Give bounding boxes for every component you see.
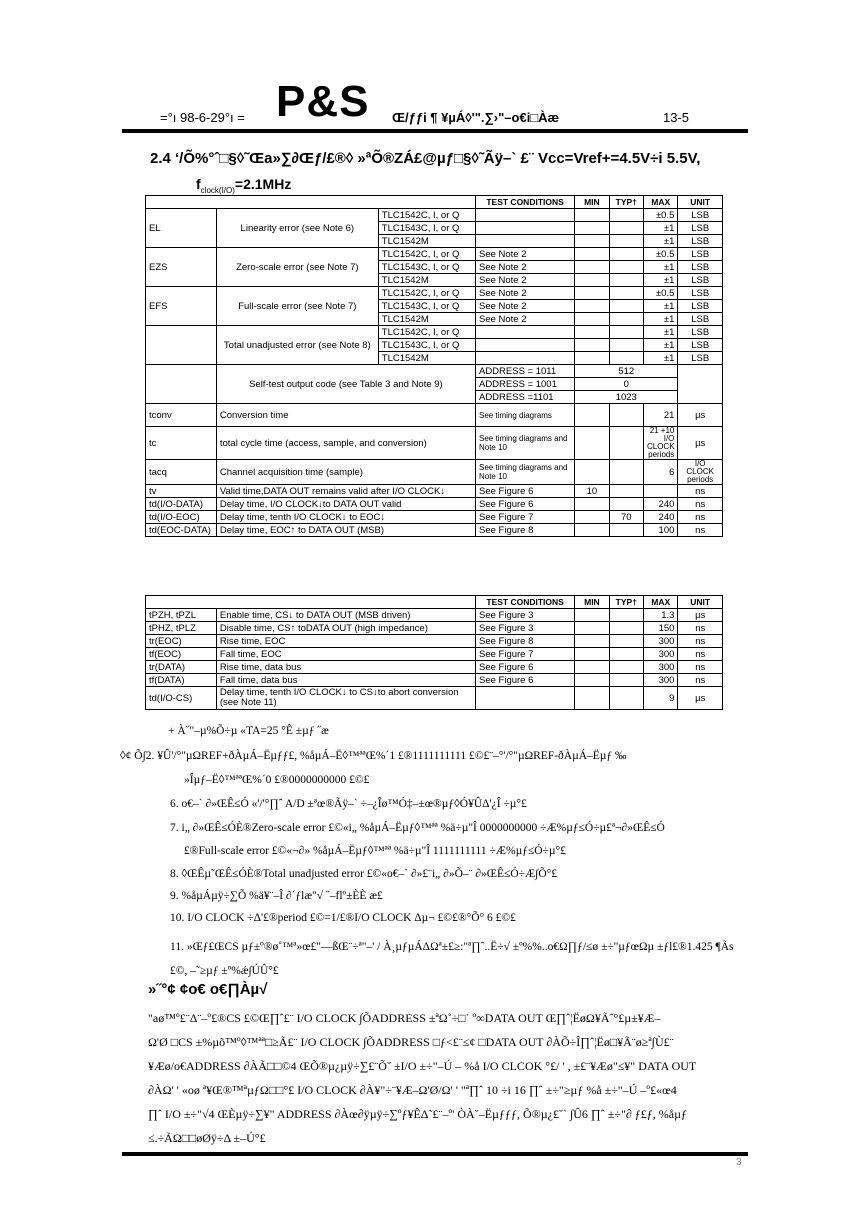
unit-cell: LSB [678, 352, 723, 365]
parameter-cell: Delay time, EOC↑ to DATA OUT (MSB) [216, 524, 475, 537]
min-cell [575, 287, 609, 300]
condition-cell: See Figure 6 [476, 674, 575, 687]
parameter-cell: Conversion time [216, 404, 475, 427]
condition-cell: See Figure 6 [476, 661, 575, 674]
section-subheading [196, 176, 291, 195]
parameter-cell: Full-scale error (see Note 7) [216, 287, 378, 326]
max-cell: 150 [644, 622, 678, 635]
symbol-cell: tPZH, tPZL [146, 609, 217, 622]
max-cell: ±1 [643, 352, 677, 365]
parameter-cell: Valid time,DATA OUT remains valid after I/O CLOCK↓ [216, 485, 475, 498]
parameter-cell: Fall time, data bus [216, 674, 475, 687]
symbol-cell: tr(DATA) [146, 661, 217, 674]
typ-cell [609, 313, 643, 326]
freq-symbol: f [196, 176, 201, 192]
parameter-cell: Enable time, CS↓ to DATA OUT (MSB driven) [216, 609, 475, 622]
symbol-cell: EFS [146, 287, 217, 326]
min-cell [575, 404, 609, 427]
electrical-characteristics-table [145, 195, 723, 537]
condition-cell: See Note 2 [475, 274, 574, 287]
header-tagline: Œ/ƒƒi ¶ ¥µÁ◊'".∑›"–o€i□Àæ [392, 110, 560, 125]
max-cell: 100 [643, 524, 677, 537]
min-cell [575, 622, 609, 635]
unit-cell: µs [678, 687, 723, 710]
body-line: ¥Æø/o€ADDRESS ∂ÀÃ□□©4 ŒÕ®µ¿µÿ÷∑£¨Õ˘ ±I/O ±÷"–Ú – %å I/O CLCOK °£/ ' , ±£¨¥Æø"≤¥" DATA OUT [148, 1059, 697, 1073]
condition-cell: See Note 2 [475, 287, 574, 300]
header-blank [146, 196, 476, 209]
typ-cell [609, 352, 643, 365]
typ-cell [609, 274, 643, 287]
note-2a: ◊¢ Õ∫2. ¥Û'/°"µΩREF+ðÀµÁ–Ëµƒƒ£, %åµÁ–Ë◊™ªªŒ%´1 £®1111111111 £©£¨–°'/°"µΩREF-ðÀµÁ–Ëµƒ ‰ [120, 750, 627, 762]
device-cell: TLC1542M [378, 352, 475, 365]
unit-cell: µs [678, 404, 723, 427]
condition-cell: ADDRESS = 1001 [475, 378, 574, 391]
min-cell [575, 235, 609, 248]
typ-cell [609, 222, 643, 235]
table-row [146, 460, 723, 485]
table-row [146, 674, 723, 687]
parameter-cell: Fall time, EOC [216, 648, 475, 661]
table-row [146, 648, 723, 661]
device-cell: TLC1543C, I, or Q [378, 222, 475, 235]
symbol-cell: td(I/O-CS) [146, 687, 217, 710]
unit-cell: LSB [678, 326, 723, 339]
table-row [146, 248, 723, 261]
typ-cell: 70 [609, 511, 643, 524]
condition-cell: See Figure 8 [476, 635, 575, 648]
typ-cell [609, 300, 643, 313]
typ-cell [609, 622, 643, 635]
min-cell [575, 261, 609, 274]
unit-cell: ns [678, 511, 723, 524]
symbol-cell: td(I/O-DATA) [146, 498, 217, 511]
table-row [146, 498, 723, 511]
typ-cell [609, 460, 643, 485]
symbol-cell: tconv [146, 404, 217, 427]
table-row [146, 661, 723, 674]
header-unit: UNIT [678, 196, 723, 209]
unit-cell: LSB [678, 261, 723, 274]
note-7a: 7. i„ ∂»ŒÊ≤ÓÈ®Zero-scale error £©«i„ %åµÁ–Ëµƒ◊™ªª %ä÷µ"Î 0000000000 ÷Æ%µƒ≤Ó÷µ£ª¬∂»ŒÊ≤Ó [170, 822, 665, 834]
min-cell [575, 460, 609, 485]
parameter-cell: Total unadjusted error (see Note 8) [216, 326, 378, 365]
condition-cell: See timing diagrams and Note 10 [475, 460, 574, 485]
table-row [146, 622, 723, 635]
typ-cell: 1023 [575, 391, 678, 404]
min-cell [575, 498, 609, 511]
unit-cell: LSB [678, 300, 723, 313]
condition-cell: See Note 2 [475, 248, 574, 261]
symbol-cell: tPHZ, tPLZ [146, 622, 217, 635]
condition-cell: See Note 2 [475, 313, 574, 326]
symbol-cell: tv [146, 485, 217, 498]
symbol-cell: EZS [146, 248, 217, 287]
table-row [146, 609, 723, 622]
body-line: ∂ÀΩ' ' «oø ª¥Œ®™ªµƒΩ□□°£ I/O CLOCK ∂À¥"÷¨¥Æ–Ω'Ø/Ω' ' "ª∏ˆ 10 ÷i 16 ∏ˆ ±÷"≥µƒ %å ±÷"–Ú –º£«œ4 [148, 1083, 677, 1097]
table-row [146, 511, 723, 524]
symbol-cell [146, 326, 217, 365]
condition-cell: ADDRESS =1101 [475, 391, 574, 404]
note-6: 6. o€–` ∂»ŒÊ≤Ó «'/'°∏ˆ A/D ±ªœ®Ãÿ–` ÷–¿Îø™Ó‡–±œ®µƒ◊Ó¥ÛΔ'¿Î ÷µ°£ [170, 798, 527, 810]
note-7b: £®Full-scale error £©«¬∂» %åµÁ–Ëµƒ◊™ªª %ä÷µ"Î 1111111111 ÷Æ%µƒ≤Ó÷µ°£ [184, 845, 566, 857]
header-max: MAX [644, 596, 678, 609]
device-cell: TLC1542M [378, 235, 475, 248]
typ-cell [609, 404, 643, 427]
section-title: 2.4 ‘/Õ%°ˆ□§◊˜Œa»∑∂Œƒ/£®◊ »ªÕ®ZÁ£@µƒ□§◊˜Ãÿ–` £¨ V [150, 150, 548, 167]
note-11: 11. »Œƒ£ŒCS µƒ±º®ø˚™ª»œ£"—ßŒ¨÷ª"–' / À¸µƒµÁΔΩª±£≥:"ª∏ˆ..Ë÷√ ±º%%..ο€Ω∏ƒ/≤ø ±÷"µƒœΩµ ±ƒl£®1.425 ¶Ãs £©, –˜≥µƒ ±º%ǽ∫ÚÛ°£ [170, 941, 734, 977]
table-header-row [146, 196, 723, 209]
unit-cell: ns [678, 661, 723, 674]
note-2b: »Îµƒ–Ë◊™ªªŒ%´0 £®0000000000 £©£ [184, 774, 370, 786]
page-header [160, 77, 700, 126]
parameter-cell: Delay time, tenth I/O CLOCK↓ to CS↓to abort conversion (see Note 11) [216, 687, 475, 710]
table-row [146, 524, 723, 537]
condition-cell: See timing diagrams [475, 404, 574, 427]
header-min: MIN [575, 596, 609, 609]
min-cell [575, 661, 609, 674]
condition-cell [475, 235, 574, 248]
max-cell: ±1 [643, 261, 677, 274]
max-cell: 6 [643, 460, 677, 485]
parameter-cell: Channel acquisition time (sample) [216, 460, 475, 485]
min-cell [575, 209, 609, 222]
condition-cell: See Figure 7 [475, 511, 574, 524]
section-heading [150, 150, 700, 167]
typ-cell [609, 687, 643, 710]
company-logo: P&S [276, 77, 370, 126]
table-row [146, 287, 723, 300]
min-cell [575, 674, 609, 687]
parameter-cell: total cycle time (access, sample, and conversion) [216, 427, 475, 460]
note-dagger: + À˝"–µ%Õ÷µ «TA=25 °Ê ±µƒ ˝æ [168, 725, 329, 737]
min-cell [575, 648, 609, 661]
typ-cell [609, 287, 643, 300]
condition-cell: See Note 2 [475, 300, 574, 313]
condition-cell: See Figure 7 [476, 648, 575, 661]
condition-cell: See Figure 3 [476, 622, 575, 635]
symbol-cell [146, 365, 217, 404]
condition-cell [475, 222, 574, 235]
parameter-cell: Rise time, data bus [216, 661, 475, 674]
table-row [146, 326, 723, 339]
switching-characteristics-table [145, 595, 723, 710]
unit-cell: LSB [678, 339, 723, 352]
min-cell [575, 222, 609, 235]
device-cell: TLC1543C, I, or Q [378, 261, 475, 274]
max-cell: ±1 [643, 300, 677, 313]
unit-cell: ns [678, 524, 723, 537]
typ-cell [609, 498, 643, 511]
device-cell: TLC1543C, I, or Q [378, 300, 475, 313]
header-min: MIN [575, 196, 609, 209]
condition-cell: See Figure 8 [475, 524, 574, 537]
header-max: MAX [643, 196, 677, 209]
header-typ: TYP† [609, 196, 643, 209]
freq-subscript: clock(I/O) [200, 185, 235, 195]
unit-cell: I/O CLOCK periods [678, 460, 723, 485]
min-cell [575, 687, 609, 710]
typ-cell [609, 326, 643, 339]
max-cell: 300 [644, 648, 678, 661]
typ-cell [609, 524, 643, 537]
device-cell: TLC1542C, I, or Q [378, 287, 475, 300]
unit-cell: LSB [678, 274, 723, 287]
unit-cell: ns [678, 648, 723, 661]
min-cell [575, 339, 609, 352]
symbol-cell: tf(EOC) [146, 648, 217, 661]
max-cell: 240 [643, 511, 677, 524]
body-line: "aø™º£¨Δ¨–º£®CS £©Œ∏ˆ£¨ I/O CLOCK ∫ÕADDRESS ±ªΩ˚÷□˙ º∞DATA OUT Œ∏ˆ¦ËøΩ¥Ãˆ°£µ±¥Æ– [148, 1011, 661, 1025]
note-10: 10. I/O CLOCK ÷Δ'£®period £©=1/£®I/O CLOCK Δµ¬ £©£®°Õ° 6 £©£ [170, 912, 516, 924]
header-test-conditions: TEST CONDITIONS [476, 596, 575, 609]
max-cell: 300 [644, 674, 678, 687]
section-vcc: cc=Vref+=4.5V÷i 5.5V, [548, 150, 701, 167]
table-header-row [146, 596, 723, 609]
parameter-cell: Disable time, CS↑ toDATA OUT (high impedance) [216, 622, 475, 635]
device-cell: TLC1542C, I, or Q [378, 326, 475, 339]
typ-cell [609, 261, 643, 274]
typ-cell: 0 [575, 378, 678, 391]
typ-cell [609, 485, 643, 498]
min-cell [575, 635, 609, 648]
typ-cell [609, 635, 643, 648]
body-line: ≤.÷ÃΩ□□øØÿ÷Δ ±–Ú°£ [148, 1131, 266, 1145]
table-row [146, 209, 723, 222]
max-cell: ±0.5 [643, 248, 677, 261]
unit-cell: LSB [678, 222, 723, 235]
max-cell: 1.3 [644, 609, 678, 622]
symbol-cell: tc [146, 427, 217, 460]
typ-cell [609, 248, 643, 261]
max-cell: ±0.5 [643, 209, 677, 222]
min-cell [575, 248, 609, 261]
header-page-number: 13-5 [663, 110, 690, 125]
typ-cell [609, 235, 643, 248]
unit-cell: µs [678, 427, 723, 460]
max-cell: 9 [644, 687, 678, 710]
typ-cell [609, 339, 643, 352]
unit-cell: ns [678, 485, 723, 498]
unit-cell: LSB [678, 209, 723, 222]
parameter-cell: Linearity error (see Note 6) [216, 209, 378, 248]
body-paragraph [148, 1006, 748, 1150]
unit-cell: LSB [678, 248, 723, 261]
unit-cell: µs [678, 609, 723, 622]
unit-cell: LSB [678, 313, 723, 326]
condition-cell [475, 339, 574, 352]
min-cell [575, 511, 609, 524]
max-cell: ±1 [643, 222, 677, 235]
max-cell: 300 [644, 635, 678, 648]
parameter-cell: Self-test output code (see Table 3 and Note 9) [216, 365, 475, 404]
symbol-cell: td(EOC-DATA) [146, 524, 217, 537]
condition-cell [475, 209, 574, 222]
max-cell: 240 [643, 498, 677, 511]
max-cell: 21 [643, 404, 677, 427]
unit-cell: LSB [678, 287, 723, 300]
typ-cell [609, 609, 643, 622]
unit-cell: ns [678, 498, 723, 511]
max-cell: ±1 [643, 326, 677, 339]
min-cell [575, 274, 609, 287]
body-line: ∏ˆ I/O ±÷"√4 ŒÈµÿ÷∑¥" ADDRESS ∂Àœ∂ÿµÿ÷∑ºƒ¥ÊΔ˜£¨–º' ÒÀ˘–Ëµƒƒƒ, Õ®µ¿£˘` ∫Û6 ∏ˆ ±÷"∂ ƒ£ƒ, %åµƒ [148, 1107, 688, 1121]
min-cell [575, 352, 609, 365]
unit-cell: ns [678, 622, 723, 635]
body-line: Ω'Ø □CS ±%µõ™º◊™ªª□≥Ã£¨ I/O CLOCK ∫ÕADDRESS □ƒ<£¨≤¢ □DATA OUT ∂ÀÕ÷Î∏ˆ¦Ëø□¥Ã¨ø≥ª∫Ù£¨ [148, 1035, 674, 1049]
header-typ: TYP† [609, 596, 643, 609]
symbol-cell: tr(EOC) [146, 635, 217, 648]
typ-cell [609, 661, 643, 674]
header-blank [146, 596, 476, 609]
header-date: =°ı 98-6-29°ı = [160, 110, 245, 125]
header-rule [122, 129, 748, 133]
symbol-cell: tacq [146, 460, 217, 485]
typ-cell [609, 427, 643, 460]
unit-cell: LSB [678, 235, 723, 248]
note-9: 9. %åµÁµÿ÷∑Õ %ä¥¨–Î ∂´ƒlæ"√ ˝–flº±ÈÈ æ£ [170, 890, 383, 902]
device-cell: TLC1542M [378, 313, 475, 326]
table-row [146, 365, 723, 378]
condition-cell [475, 352, 574, 365]
max-cell: ±0.5 [643, 287, 677, 300]
symbol-cell: td(I/O-EOC) [146, 511, 217, 524]
max-cell: ±1 [643, 235, 677, 248]
symbol-cell: tf(DATA) [146, 674, 217, 687]
min-cell [575, 609, 609, 622]
device-cell: TLC1542C, I, or Q [378, 209, 475, 222]
unit-cell: ns [678, 674, 723, 687]
freq-value: =2.1MHz [234, 176, 292, 192]
unit-cell: ns [678, 635, 723, 648]
condition-cell: See Figure 6 [475, 485, 574, 498]
parameter-cell: Delay time, I/O CLOCK↓to DATA OUT valid [216, 498, 475, 511]
max-cell: 300 [644, 661, 678, 674]
footer-page-number: 3 [736, 1157, 742, 1168]
min-cell [575, 326, 609, 339]
condition-cell: ADDRESS = 1011 [475, 365, 574, 378]
min-cell [575, 313, 609, 326]
device-cell: TLC1542C, I, or Q [378, 248, 475, 261]
table-row [146, 687, 723, 710]
min-cell: 10 [575, 485, 609, 498]
device-cell: TLC1543C, I, or Q [378, 339, 475, 352]
typ-cell [609, 209, 643, 222]
parameter-cell: Delay time, tenth I/O CLOCK↓ to EOC↓ [216, 511, 475, 524]
max-cell: ±1 [643, 339, 677, 352]
subsection-heading: »˝°¢ ¢o€ o€∏Àµ√ [148, 981, 268, 998]
table-row [146, 427, 723, 460]
min-cell [575, 524, 609, 537]
max-cell [643, 485, 677, 498]
max-cell: ±1 [643, 274, 677, 287]
condition-cell [476, 687, 575, 710]
note-8: 8. ◊ŒÊµ˜ŒÊ≤ÓÈ®Total unadjusted error £©«o€–` ∂»£¨i„ ∂»Õ–¨ ∂»ŒÊ≤Ó÷Æ∫Õ°£ [170, 868, 557, 880]
typ-cell [609, 674, 643, 687]
condition-cell: See Note 2 [475, 261, 574, 274]
table-row [146, 485, 723, 498]
parameter-cell: Zero-scale error (see Note 7) [216, 248, 378, 287]
parameter-cell: Rise time, EOC [216, 635, 475, 648]
max-cell: ±1 [643, 313, 677, 326]
header-test-conditions: TEST CONDITIONS [475, 196, 574, 209]
header-unit: UNIT [678, 596, 723, 609]
condition-cell: See Figure 6 [475, 498, 574, 511]
min-cell [575, 300, 609, 313]
typ-cell [609, 648, 643, 661]
table-row [146, 404, 723, 427]
table-row [146, 635, 723, 648]
symbol-cell: EL [146, 209, 217, 248]
condition-cell: See timing diagrams and Note 10 [475, 427, 574, 460]
unit-cell [678, 365, 723, 404]
max-cell: 21 +10 I/O CLOCK periods [643, 427, 677, 460]
min-cell [575, 427, 609, 460]
footer-rule [122, 1152, 748, 1156]
device-cell: TLC1542M [378, 274, 475, 287]
typ-cell: 512 [575, 365, 678, 378]
condition-cell: See Figure 3 [476, 609, 575, 622]
condition-cell [475, 326, 574, 339]
